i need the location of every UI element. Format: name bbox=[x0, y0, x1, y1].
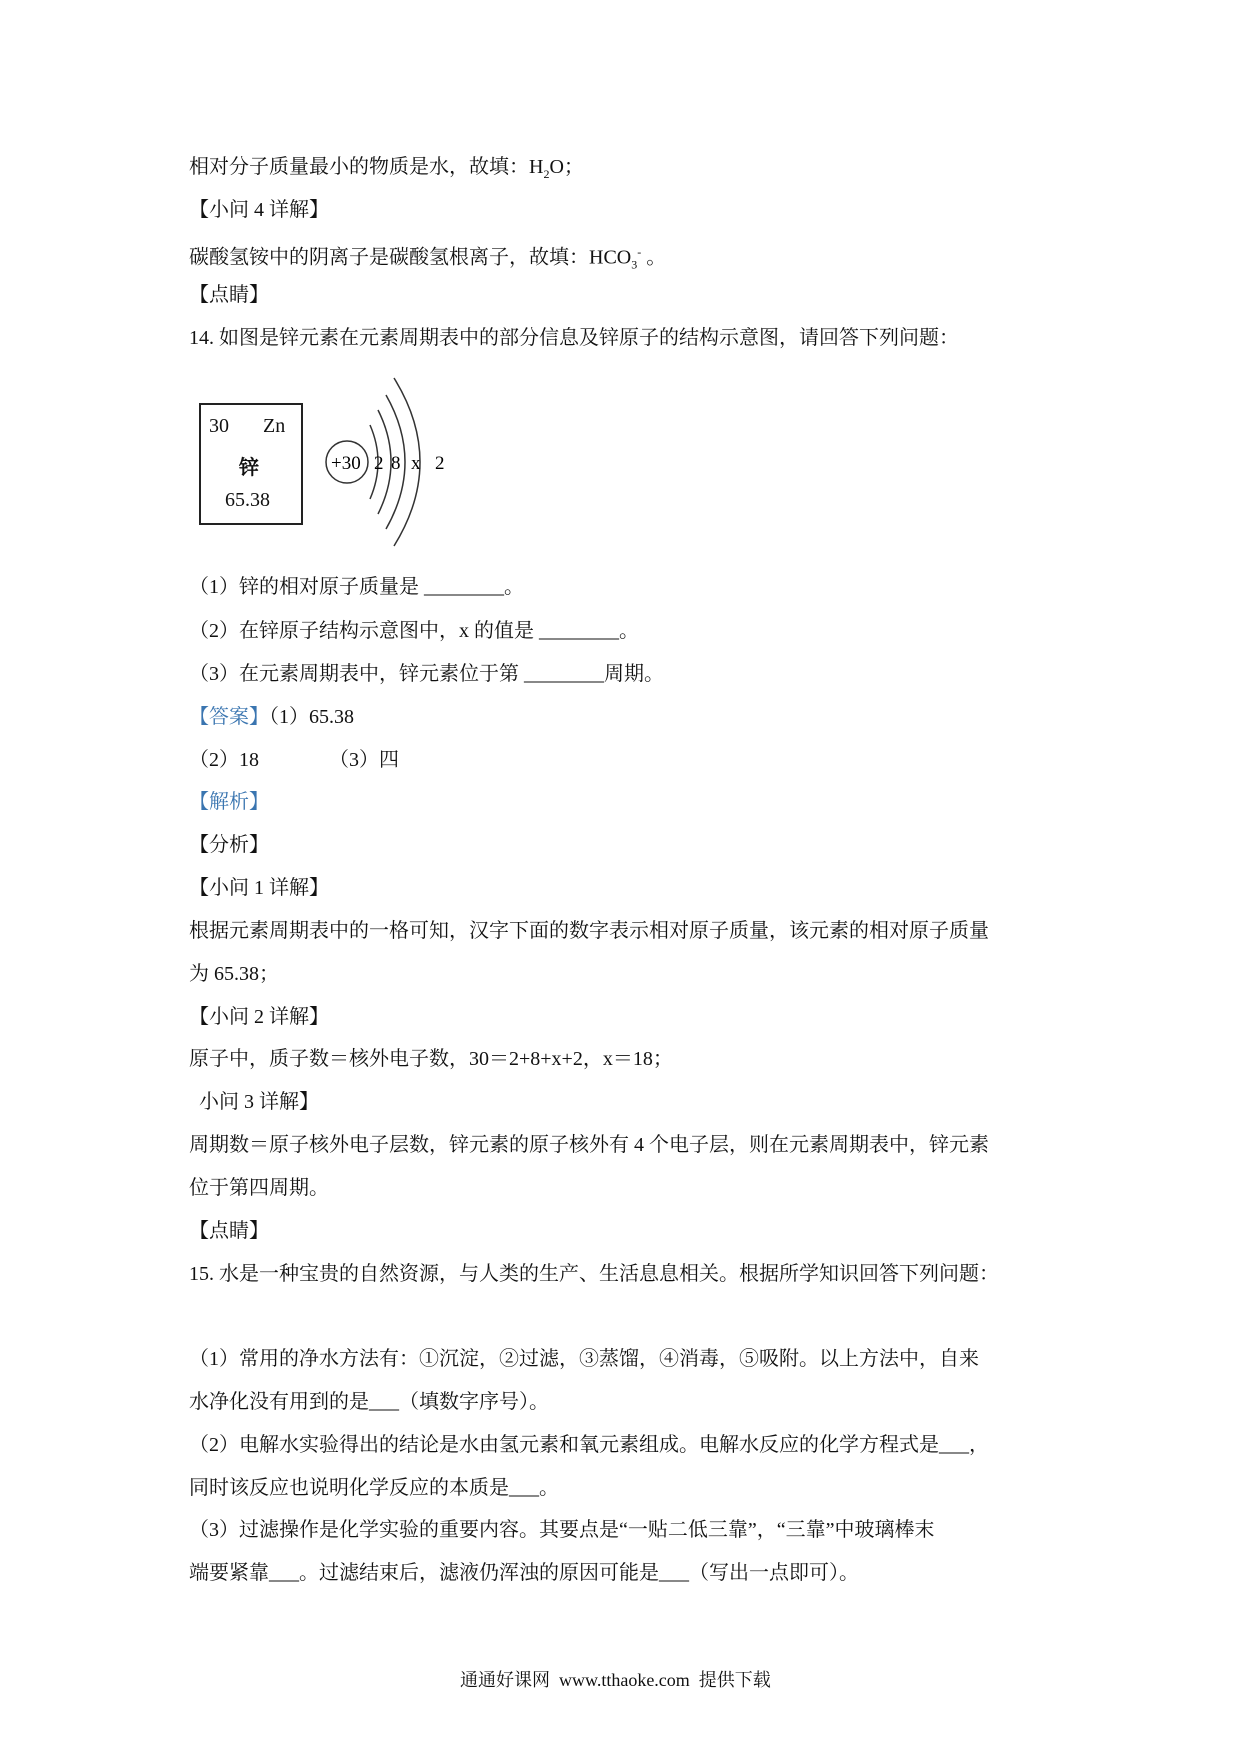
answer-label: 【答案】 bbox=[189, 706, 269, 728]
answer-text: （2）18 bbox=[189, 749, 259, 771]
sub-question: （2）在锌原子结构示意图中，x 的值是 ________。 bbox=[189, 620, 639, 642]
section-heading: 【小问 1 详解】 bbox=[189, 877, 329, 899]
shell-electrons: 8 bbox=[391, 453, 401, 474]
atomic-number: 30 bbox=[209, 415, 229, 437]
text-line bbox=[189, 154, 584, 187]
subscript: 3 bbox=[631, 257, 638, 272]
text: 相对分子质量最小的物质是水，故填：H bbox=[189, 156, 544, 178]
sub-question: 同时该反应也说明化学反应的本质是___。 bbox=[189, 1477, 559, 1499]
nucleus-charge: +30 bbox=[331, 453, 361, 474]
section-heading: 【点睛】 bbox=[189, 284, 269, 306]
atom-structure-diagram bbox=[310, 370, 460, 560]
sub-question: 端要紧靠___。过滤结束后，滤液仍浑浊的原因可能是___（写出一点即可）。 bbox=[189, 1562, 859, 1584]
sub-question: （3）过滤操作是化学实验的重要内容。其要点是“一贴二低三靠”，“三靠”中玻璃棒末 bbox=[189, 1519, 935, 1541]
element-symbol: Zn bbox=[263, 415, 286, 437]
page-footer: 通通好课网 www.tthaoke.com 提供下载 bbox=[460, 1670, 771, 1690]
text-line: 为 65.38； bbox=[189, 963, 279, 985]
text-line: 原子中，质子数＝核外电子数，30＝2+8+x+2，x＝18； bbox=[189, 1048, 673, 1070]
sub-question: （3）在元素周期表中，锌元素位于第 ________周期。 bbox=[189, 663, 664, 685]
sub-question: （1）常用的净水方法有：①沉淀，②过滤，③蒸馏，④消毒，⑤吸附。以上方法中，自来 bbox=[189, 1348, 979, 1370]
question-15: 15. 水是一种宝贵的自然资源，与人类的生产、生活息息相关。根据所学知识回答下列问题： bbox=[189, 1263, 999, 1285]
answer-text: （3）四 bbox=[329, 749, 399, 771]
shell-electrons: 2 bbox=[435, 453, 445, 474]
text-line: 根据元素周期表中的一格可知，汉字下面的数字表示相对原子质量，该元素的相对原子质量 bbox=[189, 920, 989, 942]
text: 。 bbox=[641, 246, 667, 269]
text: 碳酸氢铵中的阴离子是碳酸氢根离子，故填：HCO bbox=[189, 246, 632, 269]
sub-question: 水净化没有用到的是___（填数字序号）。 bbox=[189, 1391, 549, 1413]
shell-electrons: 2 bbox=[374, 453, 384, 474]
superscript: - bbox=[637, 245, 642, 259]
section-heading: 【分析】 bbox=[189, 834, 269, 856]
text: O； bbox=[549, 156, 584, 178]
atomic-mass: 65.38 bbox=[225, 489, 270, 511]
element-card bbox=[199, 403, 303, 525]
text-line: 位于第四周期。 bbox=[189, 1177, 329, 1199]
shell-electrons: x bbox=[411, 453, 421, 474]
section-heading: 小问 3 详解】 bbox=[189, 1091, 319, 1113]
text-line: 周期数＝原子核外电子层数，锌元素的原子核外有 4 个电子层，则在元素周期表中，锌元素 bbox=[189, 1134, 989, 1156]
section-heading: 【点睛】 bbox=[189, 1220, 269, 1242]
sub-question: （1）锌的相对原子质量是 ________。 bbox=[189, 576, 524, 598]
element-name: 锌 bbox=[239, 457, 259, 479]
section-heading: 【小问 4 详解】 bbox=[189, 199, 329, 221]
answer-text: （1）65.38 bbox=[269, 706, 354, 728]
question-14: 14. 如图是锌元素在元素周期表中的部分信息及锌原子的结构示意图，请回答下列问题： bbox=[189, 327, 959, 349]
analysis-label: 【解析】 bbox=[189, 791, 269, 813]
text-line bbox=[189, 239, 666, 278]
subscript: 2 bbox=[543, 167, 550, 181]
sub-question: （2）电解水实验得出的结论是水由氢元素和氧元素组成。电解水反应的化学方程式是___， bbox=[189, 1434, 989, 1456]
section-heading: 【小问 2 详解】 bbox=[189, 1006, 329, 1028]
answer-line bbox=[189, 747, 399, 773]
answer-line bbox=[189, 704, 354, 730]
